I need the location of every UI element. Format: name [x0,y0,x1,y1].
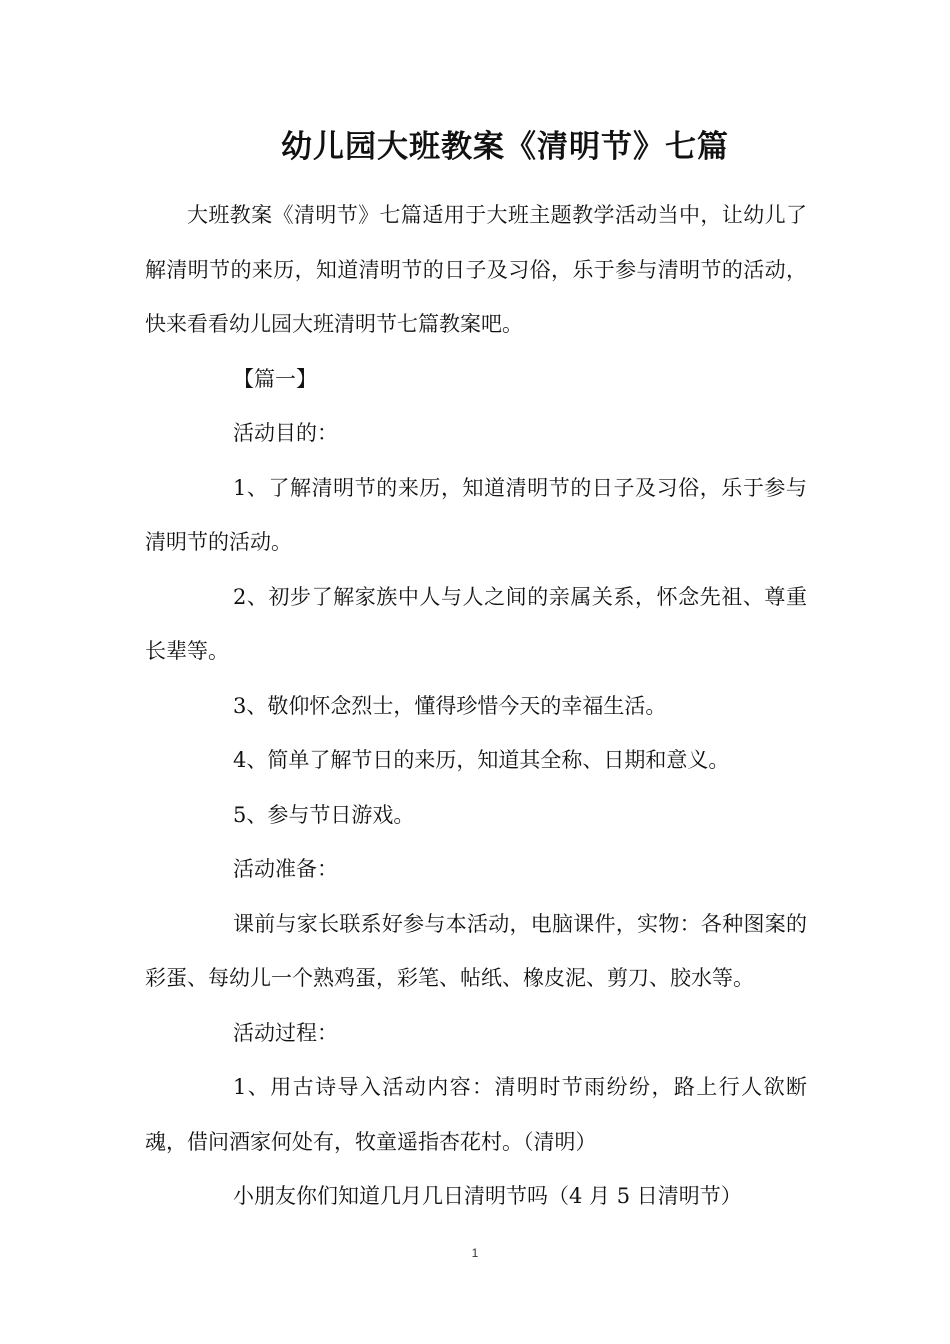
document-title: 幼儿园大班教案《清明节》七篇 [281,129,729,165]
intro-paragraph: 大班教案《清明节》七篇适用于大班主题教学活动当中，让幼儿了解清明节的来历，知道清明节的日子及习俗，乐于参与清明节的活动，快来看看幼儿园大班清明节七篇教案吧。 [145,203,807,336]
goal-item-3: 3、敬仰怀念烈士，懂得珍惜今天的幸福生活。 [233,693,667,718]
subheading-activity-goals: 活动目的： [233,421,338,445]
goal-item-2: 2、初步了解家族中人与人之间的亲属关系，怀念先祖、尊重长辈等。 [145,584,807,663]
process-item-1: 1、用古诗导入活动内容：清明时节雨纷纷，路上行人欲断魂，借问酒家何处有，牧童遥指杏花村。（清明） [145,1075,807,1154]
preparation-paragraph: 课前与家长联系好参与本活动，电脑课件，实物：各种图案的彩蛋、每幼儿一个熟鸡蛋，彩笔、帖纸、橡皮泥、剪刀、胶水等。 [145,911,807,990]
process-question: 小朋友你们知道几月几日清明节吗（4 月 5 日清明节） [233,1184,742,1208]
subheading-activity-preparation: 活动准备： [233,857,338,881]
page-number: 1 [471,1246,479,1260]
goal-item-5: 5、参与节日游戏。 [233,802,415,827]
goal-item-1: 1、了解清明节的来历，知道清明节的日子及习俗，乐于参与清明节的活动。 [145,475,807,554]
goal-item-4: 4、简单了解节日的来历，知道其全称、日期和意义。 [233,748,730,772]
subheading-activity-process: 活动过程： [233,1020,338,1045]
document-body [145,188,807,1224]
section-heading: 【篇一】 [233,366,317,391]
